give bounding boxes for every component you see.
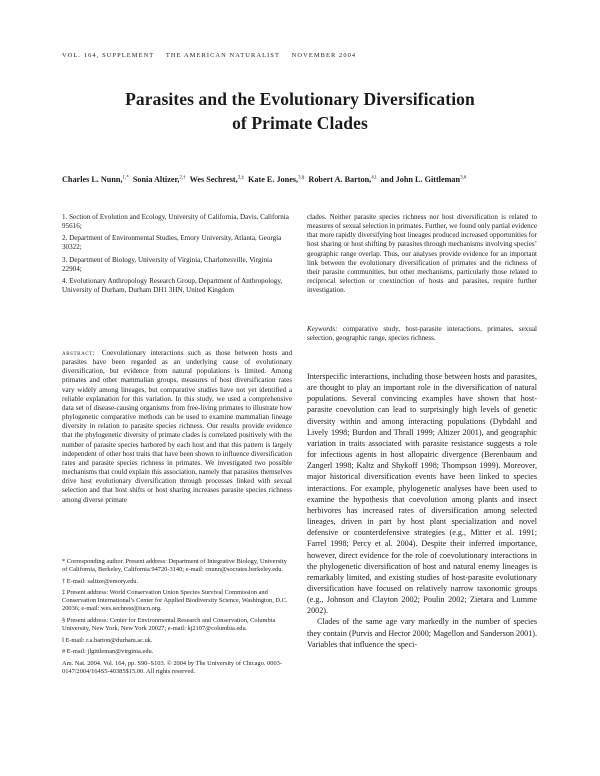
footnotes [62,558,292,680]
citation-line: Am. Nat. 2004. Vol. 164, pp. S90–S103. © 2004 by The University of Chicago. 0003-0147/2004/164S5-40385$15.00. All rights reserved. [62,659,283,676]
keywords-text: comparative study, host-parasite interactions, primates, sexual selection, geographic range, species richness. [307,325,537,343]
intro-paragraph: Clades of the same age vary markedly in the number of species they contain (Purvis and Hector 2000; Magellon and Sanderson 2001). Variables that influence the speci- [307,617,537,649]
author-marker: 3,# [460,175,467,181]
footnote: § Present address: Center for Environmental Research and Conservation, Columbia University, New York, New York 20027; e-mail: kj2107@columbia.edu. [62,617,276,633]
author-name: Robert A. Barton, [308,175,372,184]
footnote: † E-mail: saltize@emory.edu. [62,577,139,585]
author-marker: 2,† [179,175,186,181]
affiliations [62,213,292,298]
article-title [62,87,538,135]
keywords [307,325,537,343]
author-name: Wes Sechrest, [189,175,238,184]
author-marker: 3,§ [298,175,305,181]
author-marker: 4,‖ [371,175,377,181]
affiliation: 1. Section of Evolution and Ecology, University of California, Davis, California 95616; [62,213,289,231]
author-marker: 1,* [122,175,129,181]
intro-paragraph: Interspecific interactions, including those between hosts and parasites, are thought to play an important role in the diversification of natural populations. Several convincing examples have shown that host-parasite coevolution can lead to surprisingly high levels of genetic diversity within and among interacting populations (Dybdahl and Lively 1998; Burdon and Thrall 1999; Altizer 2001), and geographic variation in traits associated with parasite resistance suggests a role for infectious agents in host allopatric divergence (Berenbaum and Zangerl 1998; Kaltz and Shykoff 1998; Thompson 1999). Moreover, major historical diversification events have been linked to species interactions. For example, phylogenetic analyses have been used to examine the hypothesis that coevolution among plants and insect herbivores has increased rates of diversification among selected lineages, driven in part by host plant specialization and novel defensive or counterdefensive strategies (e.g., Mitter et al. 1991; Farrel 1998; Percy et al. 2004). Despite their inferred importance, however, direct evidence for the role of coevolutionary interactions in the phylogenetic diversification of host and natural enemy lineages is remarkably limited, and existing studies of host-parasite evolutionary diversification have focused on relatively narrow taxonomic groups (e.g., Johnson and Clayton 2002; Poulin 2002; Zietara and Lumme 2002). [307,372,537,616]
author-name: Charles L. Nunn, [62,175,123,184]
author-list [62,175,542,184]
running-header [62,52,542,59]
abstract-text: Coevolutionary interactions such as those between hosts and parasites have been regarded as an underlying cause of evolutionary diversification, but evidence from natural populations is limited. Among primates and other mammalian groups, measures of host diversification rates vary widely among lineages, but comparative studies have not yet identified a reliable explanation for this variation. In this study, we used a comprehensive data set of disease-causing organisms from free-living primates to illustrate how phylogenetic comparative methods can be used to examine mammalian lineage diversity in relation to parasite species richness. Our results provide evidence that the phylogenetic diversity of primate clades is correlated positively with the number of parasite species harbored by each host and that this pattern is largely independent of other host traits that have been shown to influence diversification rates and parasite species richness in primates. We investigated two possible mechanisms that could explain this association, namely that parasites themselves drive host evolutionary diversification through processes linked with sexual selection and that host shifts or host sharing increases parasite species richness among diverse primate [62,349,292,504]
keywords-label: Keywords: [307,325,338,333]
title-line-1: Parasites and the Evolutionary Diversification [125,89,475,109]
author-name: Kate E. Jones, [248,175,299,184]
author-name: and John L. Gittleman [380,175,461,184]
header-volume: VOL. 164, SUPPLEMENT [62,52,155,59]
footnote: ‖ E-mail: r.a.barton@durham.ac.uk. [62,636,153,644]
abstract-continued: clades. Neither parasite species richness nor host diversification is related to measures of sexual selection in primates. Further, we found only partial evidence that more rapidly diversifying host lineages produced increased opportunities for host sharing or host shifting by parasites through mechanisms involving species’ geographic range overlap. Thus, our analyses provide evidence for an important link between the evolutionary diversification of primates and the richness of their parasite communities, but other mechanisms, particularly those related to reciprocal selection or coextinction of hosts and parasites, require further investigation. [307,213,537,295]
footnote: # E-mail: jlgittleman@virginia.edu. [62,648,154,656]
abstract [62,349,292,505]
author-name: Sonia Altizer, [132,175,180,184]
footnote: * Corresponding author. Present address: Department of Integrative Biology, University of California, Berkeley, California 94720-3140; e-mail: cnunn@socrates.berkeley.edu. [62,558,287,574]
introduction [307,371,537,650]
affiliation: 4. Evolutionary Anthropology Research Group, Department of Anthropology, University of Durham, Durham DH1 3HN, United Kingdom [62,276,283,295]
affiliation: 3. Department of Biology, University of Virginia, Charlottesville, Virginia 22904; [62,255,273,273]
header-date: NOVEMBER 2004 [291,52,357,59]
abstract-label: abstract: [62,349,96,357]
author-marker: 3,‡ [237,175,244,181]
title-line-2: of Primate Clades [232,113,368,133]
footnote: ‡ Present address: World Conservation Union Species Survival Commission and Conservation International’s Center for Applied Biodiversity Science, Washington, D.C. 20036; e-mail: wes.sechrest@iucn.org. [62,589,288,613]
affiliation: 2. Department of Environmental Studies, Emory University, Atlanta, Georgia 30322; [62,234,282,252]
header-journal: THE AMERICAN NATURALIST [165,52,280,59]
